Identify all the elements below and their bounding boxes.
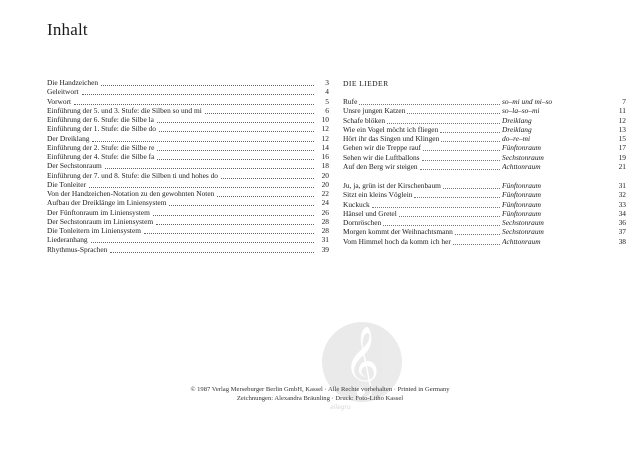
toc-entry-page: 31 xyxy=(321,235,329,245)
song-entry xyxy=(343,162,626,171)
group-spacer xyxy=(343,171,626,181)
songs-group-1 xyxy=(343,97,626,171)
toc-entry-label: Der Fünftonraum im Liniensystem xyxy=(47,207,150,217)
song-title: Schafe blöken xyxy=(343,115,386,125)
song-title: Kuckuck xyxy=(343,199,370,209)
toc-entry xyxy=(47,208,329,217)
toc-entry-label: Einführung der 7. und 8. Stufe: die Silben ti und hohes do xyxy=(47,170,218,180)
song-page: 19 xyxy=(618,152,626,162)
dot-leader xyxy=(156,218,314,225)
song-tone-range: Achttonraum xyxy=(502,236,541,246)
toc-entry xyxy=(47,245,329,254)
song-page: 17 xyxy=(618,143,626,153)
toc-entry xyxy=(47,198,329,207)
song-entry xyxy=(343,227,626,236)
toc-entry xyxy=(47,161,329,170)
song-entry xyxy=(343,116,626,125)
watermark-text: allegro xyxy=(330,404,351,411)
dot-leader xyxy=(399,210,500,217)
credits-line: Zeichnungen: Alexandra Bräunling · Druck: Foto-Litho Kassel xyxy=(236,395,404,402)
song-entry xyxy=(343,190,626,199)
song-entry xyxy=(343,97,626,106)
dot-leader xyxy=(414,191,500,198)
toc-entry xyxy=(47,217,329,226)
toc-entry-label: Die Tonleitern im Liniensystem xyxy=(47,226,141,235)
toc-entry-page: 28 xyxy=(321,226,329,235)
song-title: Unsre jungen Katzen xyxy=(343,106,406,116)
toc-entry xyxy=(47,115,329,124)
copyright-line: © 1987 Verlag Merseburger Berlin GmbH, Kassel · Alle Rechte vorbehalten · Printed in Germany xyxy=(190,386,450,393)
toc-entry-label: Der Sechstonraum xyxy=(47,161,102,171)
song-title: Ju, ja, grün ist der Kirschenbaum xyxy=(343,181,441,190)
song-tone-range: Sechstonraum xyxy=(502,152,544,162)
song-page: 33 xyxy=(618,199,626,209)
toc-entry-label: Einführung der 5. und 3. Stufe: die Silben so und mi xyxy=(47,105,202,115)
song-entry xyxy=(343,153,626,162)
songs-list xyxy=(343,79,626,246)
toc-entry-page: 12 xyxy=(321,124,329,134)
dot-leader xyxy=(92,135,314,142)
toc-entry xyxy=(47,87,329,96)
toc-entry xyxy=(47,106,329,115)
toc-list xyxy=(47,78,329,254)
toc-entry-page: 20 xyxy=(321,170,329,180)
song-entry xyxy=(343,106,626,115)
dot-leader xyxy=(74,98,314,105)
song-page: 7 xyxy=(622,97,626,106)
dot-leader xyxy=(157,153,314,160)
song-entry xyxy=(343,143,626,152)
toc-entry-page: 12 xyxy=(321,133,329,143)
toc-entry-page: 14 xyxy=(321,142,329,152)
song-title: Gehen wir die Treppe rauf xyxy=(343,143,421,153)
toc-entry-page: 39 xyxy=(321,244,329,254)
song-page: 34 xyxy=(618,208,626,218)
song-tone-range: do–re–mi xyxy=(502,134,531,143)
toc-entry-label: Die Handzeichen xyxy=(47,78,99,87)
song-page: 15 xyxy=(618,134,626,143)
toc-entry-page: 24 xyxy=(321,198,329,208)
dot-leader xyxy=(407,107,500,114)
dot-leader xyxy=(91,236,314,243)
song-title: Vom Himmel hoch da komm ich her xyxy=(343,236,451,246)
dot-leader xyxy=(153,209,314,216)
dot-leader xyxy=(157,144,314,151)
toc-entry-label: Liederanhang xyxy=(47,235,88,245)
song-tone-range: Fünftonraum xyxy=(502,208,542,218)
dot-leader xyxy=(217,190,314,197)
toc-entry xyxy=(47,180,329,189)
song-title: Sitzt ein kleins Vöglein xyxy=(343,190,413,200)
toc-entry-page: 5 xyxy=(325,96,329,106)
song-tone-range: Sechstonraum xyxy=(502,227,544,237)
dot-leader xyxy=(359,98,500,105)
toc-entry-label: Vorwort xyxy=(47,96,72,106)
song-title: Sehen wir die Luftballons xyxy=(343,152,420,162)
dot-leader xyxy=(455,228,500,235)
dot-leader xyxy=(169,199,314,206)
dot-leader xyxy=(440,126,500,133)
song-title: Auf den Berg wir steigen xyxy=(343,161,418,171)
song-page: 13 xyxy=(618,124,626,134)
song-tone-range: Achttonraum xyxy=(502,161,541,171)
song-page: 37 xyxy=(618,227,626,237)
toc-entry-label: Von der Handzeichen-Notation zu den gewohnten Noten xyxy=(47,189,215,198)
toc-entry-label: Rhythmus-Sprachen xyxy=(47,244,108,254)
dot-leader xyxy=(443,182,500,189)
dot-leader xyxy=(420,163,500,170)
song-entry xyxy=(343,218,626,227)
toc-entry xyxy=(47,78,329,87)
toc-entry-page: 16 xyxy=(321,152,329,161)
dot-leader xyxy=(387,117,500,124)
song-title: Rufe xyxy=(343,97,358,106)
dot-leader xyxy=(89,181,314,188)
dot-leader xyxy=(383,219,500,226)
toc-entry-label: Einführung der 4. Stufe: die Silbe fa xyxy=(47,152,155,161)
song-entry xyxy=(343,125,626,134)
toc-entry xyxy=(47,124,329,133)
song-tone-range: Fünftonraum xyxy=(502,181,542,190)
song-entry xyxy=(343,181,626,190)
toc-entry xyxy=(47,171,329,180)
toc-entry-page: 20 xyxy=(321,179,329,189)
dot-leader xyxy=(101,79,314,86)
toc-entry-page: 6 xyxy=(325,105,329,115)
toc-entry-page: 28 xyxy=(321,216,329,226)
song-tone-range: Fünftonraum xyxy=(502,190,542,200)
toc-entry-page: 22 xyxy=(321,189,329,198)
songs-group-2 xyxy=(343,181,626,246)
dot-leader xyxy=(221,172,314,179)
toc-entry-label: Der Dreiklang xyxy=(47,133,90,143)
dot-leader xyxy=(157,116,314,123)
dot-leader xyxy=(144,227,314,234)
treble-clef-icon: 𝄞 xyxy=(344,326,380,396)
toc-entry xyxy=(47,97,329,106)
song-page: 11 xyxy=(618,106,626,116)
toc-entry-page: 3 xyxy=(325,78,329,87)
dot-leader xyxy=(82,88,314,95)
songs-heading: DIE LIEDER xyxy=(343,79,389,88)
song-page: 31 xyxy=(618,181,626,190)
toc-entry xyxy=(47,143,329,152)
toc-entry xyxy=(47,189,329,198)
toc-entry-label: Die Tonleiter xyxy=(47,179,86,189)
dot-leader xyxy=(159,125,314,132)
song-page: 32 xyxy=(618,190,626,200)
song-page: 36 xyxy=(618,218,626,227)
toc-entry xyxy=(47,152,329,161)
toc-entry-label: Einführung der 6. Stufe: die Silbe la xyxy=(47,115,154,124)
song-title: Hänsel und Gretel xyxy=(343,208,397,218)
song-page: 38 xyxy=(618,236,626,246)
song-title: Dornröschen xyxy=(343,218,382,227)
toc-entry-page: 10 xyxy=(321,115,329,124)
song-title: Morgen kommt der Weihnachtsmann xyxy=(343,227,453,237)
toc-entry xyxy=(47,134,329,143)
song-entry xyxy=(343,134,626,143)
song-entry xyxy=(343,200,626,209)
toc-entry-page: 18 xyxy=(321,161,329,171)
toc-entry-label: Einführung der 2. Stufe: die Silbe re xyxy=(47,142,155,152)
song-tone-range: so–mi und mi–so xyxy=(502,97,553,106)
song-entry xyxy=(343,237,626,246)
song-entry xyxy=(343,209,626,218)
song-title: Hört ihr das Singen und Klingen xyxy=(343,134,440,143)
page-title: Inhalt xyxy=(47,20,88,39)
dot-leader xyxy=(422,154,500,161)
toc-entry-label: Der Sechstonraum im Liniensystem xyxy=(47,216,154,226)
toc-entry-label: Aufbau der Dreiklänge im Liniensystem xyxy=(47,198,167,208)
song-tone-range: Fünftonraum xyxy=(502,199,542,209)
toc-entry-page: 26 xyxy=(321,207,329,217)
dot-leader xyxy=(372,201,500,208)
toc-entry-label: Geleitwort xyxy=(47,87,79,97)
song-tone-range: so–la–so–mi xyxy=(502,106,540,116)
song-page: 21 xyxy=(618,161,626,171)
dot-leader xyxy=(110,246,314,253)
song-tone-range: Dreiklang xyxy=(502,124,532,134)
toc-entry-label: Einführung der 1. Stufe: die Silbe do xyxy=(47,124,156,134)
dot-leader xyxy=(441,135,500,142)
dot-leader xyxy=(423,144,500,151)
dot-leader xyxy=(105,162,314,169)
song-tone-range: Dreiklang xyxy=(502,115,532,125)
song-tone-range: Sechstonraum xyxy=(502,218,544,227)
toc-entry xyxy=(47,235,329,244)
dot-leader xyxy=(453,238,500,245)
song-title: Wie ein Vogel möcht ich fliegen xyxy=(343,124,439,134)
song-page: 12 xyxy=(618,115,626,125)
song-tone-range: Fünftonraum xyxy=(502,143,542,153)
dot-leader xyxy=(205,107,314,114)
toc-entry-page: 4 xyxy=(325,87,329,97)
toc-entry xyxy=(47,226,329,235)
